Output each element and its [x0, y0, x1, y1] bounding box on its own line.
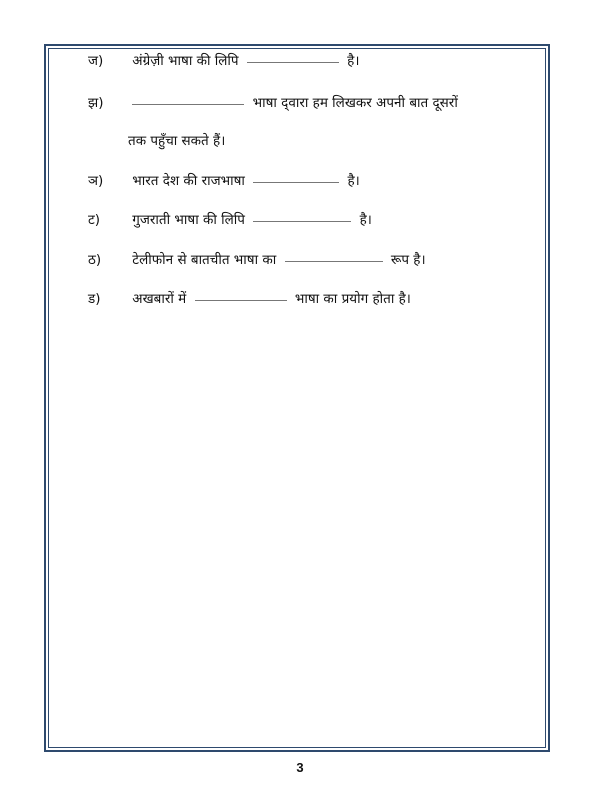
- question-text-after: रूप है।: [390, 252, 426, 268]
- question-marker: झ): [88, 95, 104, 111]
- question-text-after: है।: [359, 212, 372, 228]
- page-number: 3: [296, 760, 304, 775]
- question-marker: ज): [88, 53, 104, 69]
- question-text-after: है।: [347, 173, 360, 189]
- question-ta: [88, 211, 372, 229]
- answer-blank[interactable]: [253, 172, 339, 183]
- answer-blank[interactable]: [253, 211, 351, 222]
- answer-blank[interactable]: [285, 251, 383, 262]
- question-jha: [88, 94, 458, 112]
- question-text-before: गुजराती भाषा की लिपि: [132, 212, 245, 228]
- question-ja: [88, 52, 359, 70]
- question-da: [88, 290, 411, 308]
- question-jha-continuation: तक पहुँचा सकते हैं।: [128, 133, 226, 149]
- question-marker: ट): [88, 212, 101, 228]
- question-marker: ञ): [88, 173, 104, 189]
- question-text-before: अखबारों में: [132, 291, 187, 307]
- page-border-inner: [48, 48, 546, 748]
- question-text-before: अंग्रेज़ी भाषा की लिपि: [132, 53, 239, 69]
- question-text-after: भाषा का प्रयोग होता है।: [294, 291, 411, 307]
- question-nya: [88, 172, 360, 190]
- answer-blank[interactable]: [195, 290, 287, 301]
- answer-blank[interactable]: [132, 94, 244, 105]
- question-tha: [88, 251, 426, 269]
- question-text-before: भारत देश की राजभाषा: [132, 173, 245, 189]
- question-marker: ड): [88, 291, 101, 307]
- question-text-after: है।: [347, 53, 360, 69]
- question-text-after: भाषा द्‌वारा हम लिखकर अपनी बात दूसरों: [252, 95, 458, 111]
- question-text-before: टेलीफोन से बातचीत भाषा का: [132, 252, 277, 268]
- page-border: [44, 44, 550, 752]
- question-marker: ठ): [88, 252, 102, 268]
- answer-blank[interactable]: [247, 52, 339, 63]
